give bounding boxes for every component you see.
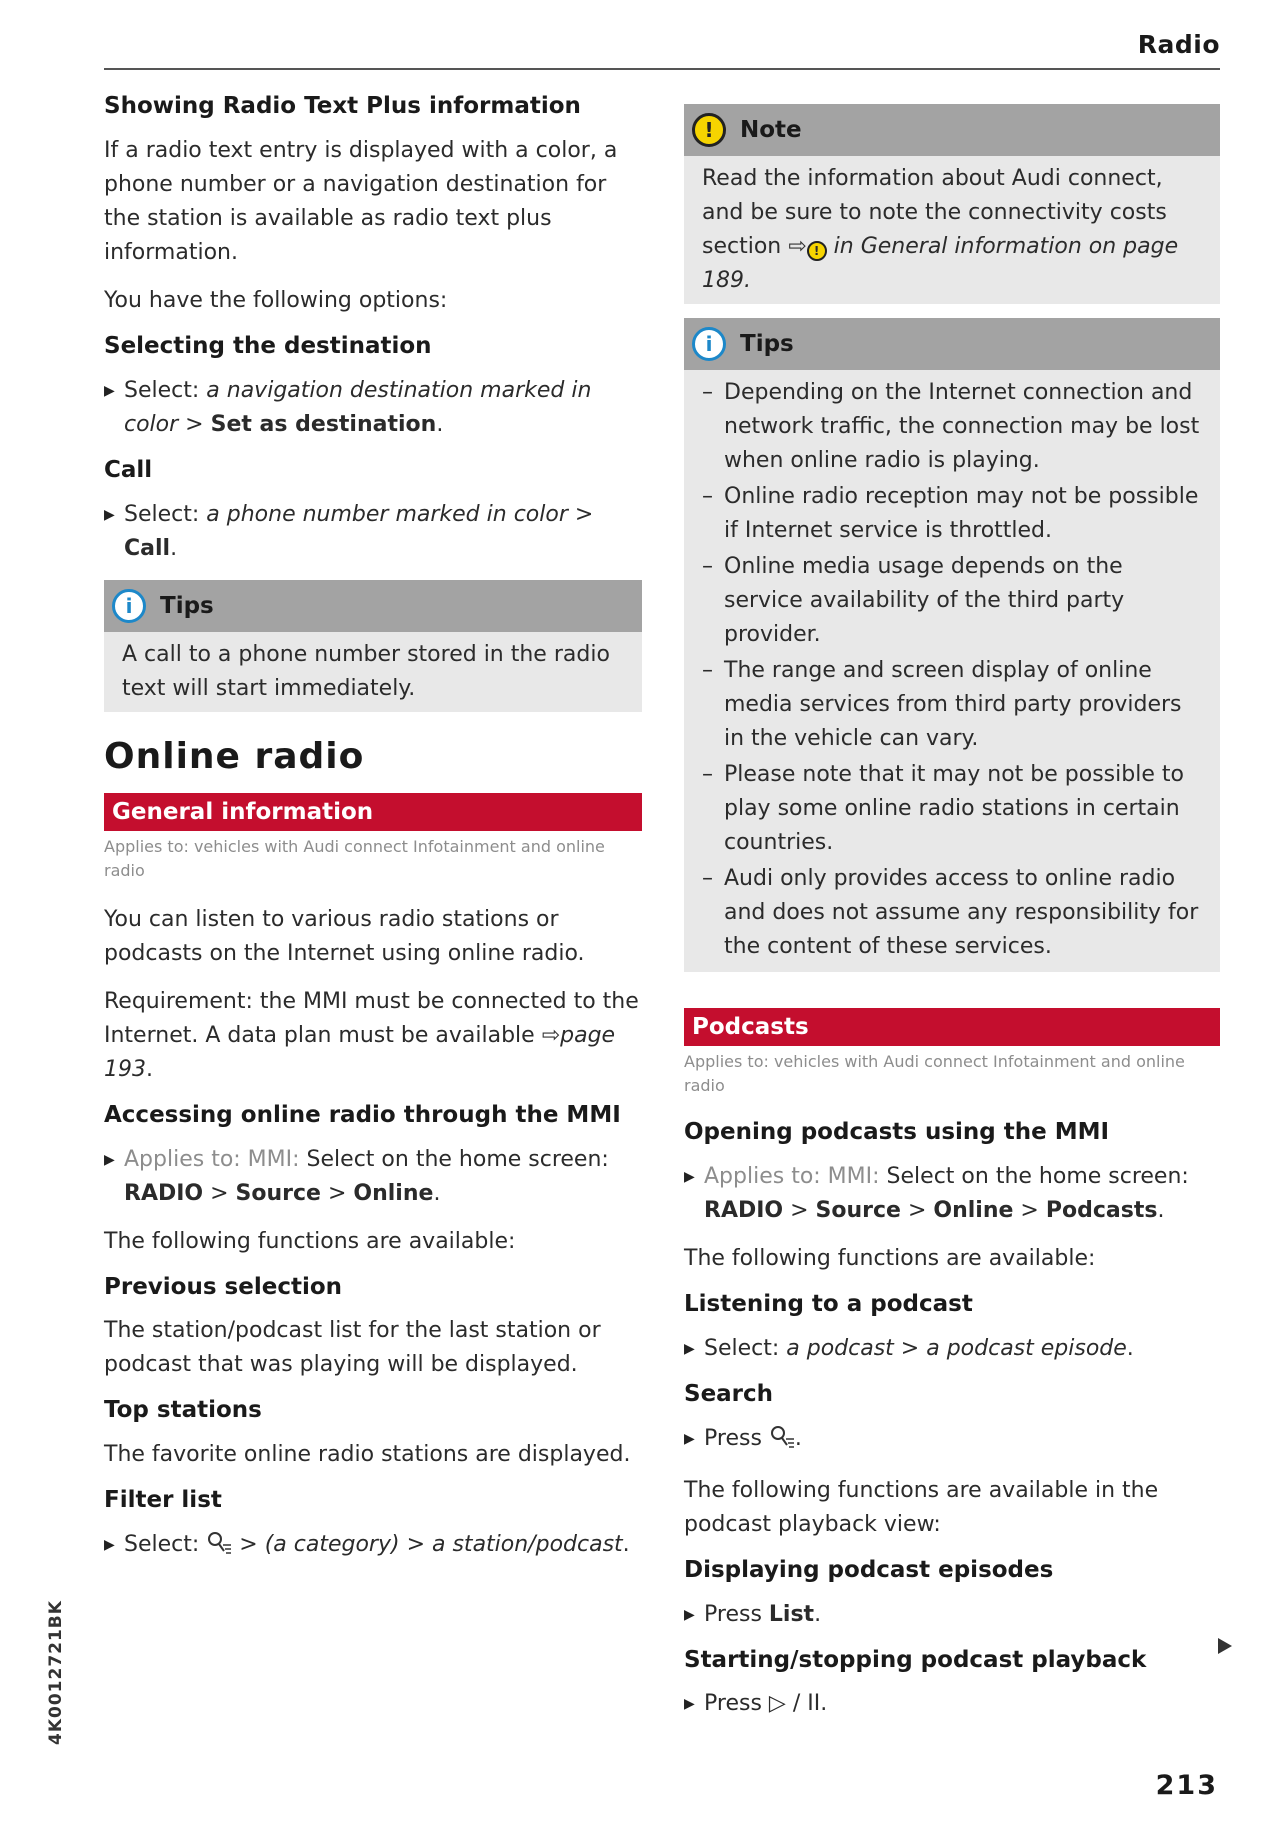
cross-reference-arrow-icon: ⇨ xyxy=(788,234,807,259)
online-radio-title: Online radio xyxy=(104,735,365,777)
top-stations-paragraph: The favorite online radio stations are displayed. xyxy=(104,1442,631,1468)
tips-box-text: A call to a phone number stored in the radio text will start immediately. xyxy=(122,641,610,701)
tips-box-call xyxy=(104,580,642,712)
bullet-triangle-icon: ▶ xyxy=(684,1696,695,1713)
list-item: – Please note that it may not be possible to play some online radio stations in certain countries. xyxy=(702,762,1184,855)
open-podcasts-step: ▶ Applies to: MMI: Select on the home screen: RADIO > Source > Online > Podcasts. xyxy=(684,1160,1220,1228)
rtp-heading: Showing Radio Text Plus information xyxy=(104,93,581,119)
bullet-triangle-icon: ▶ xyxy=(104,506,115,523)
filter-list-heading: Filter list xyxy=(104,1487,222,1514)
access-step: ▶ Applies to: MMI: Select on the home screen: RADIO > Source > Online. xyxy=(104,1143,642,1211)
list-item: – Audi only provides access to online radio and does not assume any responsibility for the content of these services. xyxy=(702,866,1199,959)
chapter-title: Radio xyxy=(1137,30,1220,59)
call-heading: Call xyxy=(104,456,153,483)
search-heading: Search xyxy=(684,1380,774,1407)
podcasts-applies-note: Applies to: vehicles with Audi connect Infotainment and online radio xyxy=(684,1052,1185,1095)
functions-paragraph: The following functions are available: xyxy=(104,1228,516,1254)
bullet-triangle-icon: ▶ xyxy=(684,1340,695,1357)
bullet-triangle-icon: ▶ xyxy=(684,1430,695,1447)
right-column xyxy=(684,104,1220,1735)
rtp-paragraph: If a radio text entry is displayed with a color, a phone number or a navigation destination for the station is available as radio text plus information. xyxy=(104,137,618,265)
functions-paragraph: The following functions are available: xyxy=(684,1245,1096,1271)
info-icon: i xyxy=(692,327,726,361)
note-reference-link[interactable]: in General information on page 189. xyxy=(702,234,1179,293)
general-applies-note: Applies to: vehicles with Audi connect Infotainment and online radio xyxy=(104,836,605,880)
requirement-paragraph: Requirement: the MMI must be connected to the Internet. A data plan must be available ⇨page 193. xyxy=(104,988,639,1082)
previous-selection-heading: Previous selection xyxy=(104,1273,343,1300)
page-number: 213 xyxy=(1155,1770,1218,1801)
bullet-triangle-icon: ▶ xyxy=(104,382,115,399)
note-box-text: Read the information about Audi connect, and be sure to note the connectivity costs section ⇨ ! in General information on page 189. xyxy=(702,166,1179,293)
episodes-heading: Displaying podcast episodes xyxy=(684,1556,1054,1583)
podcasts-bar: Podcasts xyxy=(684,1008,1220,1046)
general-information-bar: General information xyxy=(104,793,642,831)
note-box xyxy=(684,104,1220,304)
bullet-triangle-icon: ▶ xyxy=(684,1168,695,1185)
search-icon xyxy=(206,1531,232,1566)
list-item: – Depending on the Internet connection and network traffic, the connection may be lost when online radio is playing. xyxy=(702,380,1200,473)
previous-selection-paragraph: The station/podcast list for the last station or podcast that was playing will be displayed. xyxy=(104,1318,601,1378)
list-item: – Online radio reception may not be possible if Internet service is throttled. xyxy=(702,484,1199,543)
bullet-triangle-icon: ▶ xyxy=(684,1606,695,1623)
destination-heading: Selecting the destination xyxy=(104,332,432,359)
bullet-triangle-icon: ▶ xyxy=(104,1537,115,1554)
page-reference-link[interactable]: page 193 xyxy=(104,1022,616,1082)
bullet-triangle-icon: ▶ xyxy=(104,1151,115,1168)
search-step: ▶ Press . xyxy=(684,1422,1220,1460)
search-icon xyxy=(769,1425,795,1460)
access-heading: Accessing online radio through the MMI xyxy=(104,1101,621,1128)
listening-step: ▶ Select: a podcast > a podcast episode. xyxy=(684,1332,1220,1366)
warning-icon: ! xyxy=(807,241,827,261)
list-item: – Online media usage depends on the service availability of the third party provider. xyxy=(702,554,1125,647)
cross-reference-arrow-icon: ⇨ xyxy=(541,1022,561,1048)
open-podcasts-heading: Opening podcasts using the MMI xyxy=(684,1119,1110,1145)
start-stop-step: ▶ Press ▷ / II. xyxy=(684,1687,1220,1721)
continue-arrow-icon xyxy=(1218,1638,1232,1654)
call-step: ▶ Select: a phone number marked in color > Call. xyxy=(104,498,642,566)
header-divider xyxy=(104,68,1220,70)
listen-paragraph: You can listen to various radio stations or podcasts on the Internet using online radio. xyxy=(104,906,585,966)
list-item: – The range and screen display of online media services from third party providers in the vehicle can vary. xyxy=(702,658,1182,751)
playback-paragraph: The following functions are available in the podcast playback view: xyxy=(684,1477,1159,1537)
destination-step: ▶ Select: a navigation destination marked in color > Set as destination. xyxy=(104,374,642,442)
tips-box-online xyxy=(684,318,1220,972)
note-box-header: ! Note xyxy=(684,104,1220,156)
tips-list xyxy=(684,370,1220,972)
document-code: 4K0012721BK xyxy=(46,1600,66,1745)
info-icon: i xyxy=(112,589,146,623)
tips-box-header: i Tips xyxy=(684,318,1220,370)
start-stop-heading: Starting/stopping podcast playback xyxy=(684,1646,1147,1673)
warning-icon: ! xyxy=(692,113,726,147)
filter-step: ▶ Select: > (a category) > a station/podcast. xyxy=(104,1528,642,1566)
options-paragraph: You have the following options: xyxy=(104,287,448,313)
top-stations-heading: Top stations xyxy=(104,1397,262,1424)
listening-heading: Listening to a podcast xyxy=(684,1290,973,1317)
episodes-step: ▶ Press List. xyxy=(684,1598,1220,1632)
left-column xyxy=(104,92,642,1580)
tips-box-header: i Tips xyxy=(104,580,642,632)
play-pause-icon: ▷ / II xyxy=(768,1691,821,1717)
